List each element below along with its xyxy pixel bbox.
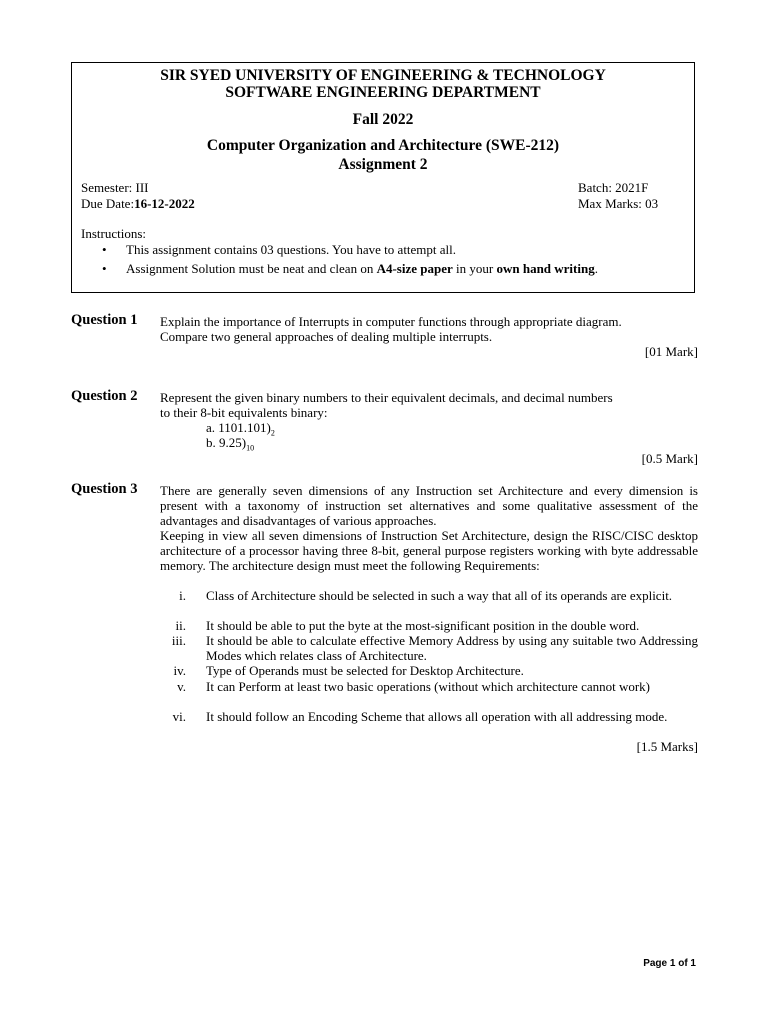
question-1-marks: [01 Mark]: [644, 344, 698, 359]
bullet-icon: •: [102, 242, 107, 257]
requirement-text: It should be able to calculate effective Memory Address by using any suitable two Addressing Modes which relates class of Architecture.: [206, 633, 698, 663]
requirement-text: Type of Operands must be selected for Desktop Architecture.: [206, 663, 524, 678]
requirement-number: vi.: [172, 709, 186, 724]
page-number: Page 1 of 1: [643, 958, 696, 969]
question-2-line-1: Represent the given binary numbers to their equivalent decimals, and decimal numbers: [160, 390, 613, 405]
department-name: SOFTWARE ENGINEERING DEPARTMENT: [225, 84, 541, 101]
course-title: Computer Organization and Architecture (SWE-212): [206, 137, 560, 154]
question-1-line-1: Explain the importance of Interrupts in computer functions through appropriate diagram.: [160, 314, 622, 329]
bullet-text: .: [594, 261, 598, 276]
instruction-bullet: [102, 242, 456, 258]
requirement-number: iv.: [173, 663, 186, 678]
header-box: [71, 62, 695, 293]
question-3-label: Question 3: [71, 481, 138, 497]
due-date-label: Due Date:: [81, 196, 135, 211]
part-a-base: 2: [270, 428, 275, 438]
bullet-bold-text: own hand writing: [496, 261, 595, 276]
bullet-icon: •: [102, 261, 107, 276]
bullet-bold-text: A4-size paper: [376, 261, 453, 276]
requirement-text: It can Perform at least two basic operations (without which architecture cannot work): [206, 679, 651, 694]
instructions-title: Instructions:: [81, 226, 146, 241]
requirement-text: Class of Architecture should be selected in such a way that all of its operands are explicit.: [206, 588, 673, 603]
requirement-number: v.: [177, 679, 186, 694]
question-1-line-2: Compare two general approaches of dealing multiple interrupts.: [160, 329, 493, 344]
bullet-text: in your: [452, 261, 497, 276]
question-3-paragraph-2: Keeping in view all seven dimensions of Instruction Set Architecture, design the RISC/CISC desktop architecture of a processor having three 8-bit, general purpose registers working with byte addressable memory. The architecture design must meet the following Requirements:: [160, 528, 698, 573]
question-3-marks: [1.5 Marks]: [636, 739, 698, 754]
question-2-marks: [0.5 Mark]: [641, 451, 698, 466]
university-name: SIR SYED UNIVERSITY OF ENGINEERING & TECHNOLOGY: [160, 67, 606, 84]
question-2-label: Question 2: [71, 388, 138, 404]
part-a-text: a. 1101.101): [206, 420, 271, 435]
max-marks: Max Marks: 03: [578, 196, 659, 211]
question-2-line-2: to their 8-bit equivalents binary:: [160, 405, 328, 420]
instruction-bullet: [102, 261, 598, 277]
part-b-text: b. 9.25): [206, 435, 247, 450]
question-2-part-b: [206, 435, 254, 453]
due-date-value: 16-12-2022: [134, 196, 195, 211]
batch: Batch: 2021F: [578, 180, 649, 195]
requirement-text: It should follow an Encoding Scheme that allows all operation with all addressing mode.: [206, 709, 668, 724]
question-1-label: Question 1: [71, 312, 138, 328]
assignment-title: Assignment 2: [338, 156, 428, 173]
due-date: [81, 196, 195, 212]
requirement-number: iii.: [171, 633, 186, 648]
question-3-paragraph-1: There are generally seven dimensions of any Instruction set Architecture and every dimension is present with a taxonomy of instruction set alternatives and some qualitative assessment of the advantages and disadvantages of various approaches.: [160, 483, 698, 528]
bullet-text: Assignment Solution must be neat and clean on: [126, 261, 377, 276]
requirement-text: It should be able to put the byte at the most-significant position in the double word.: [206, 618, 640, 633]
term: Fall 2022: [352, 111, 414, 128]
requirement-number: ii.: [175, 618, 186, 633]
requirement-number: i.: [179, 588, 186, 603]
bullet-text: This assignment contains 03 questions. You have to attempt all.: [126, 242, 457, 257]
semester: Semester: III: [81, 180, 149, 195]
part-b-base: 10: [246, 443, 255, 453]
